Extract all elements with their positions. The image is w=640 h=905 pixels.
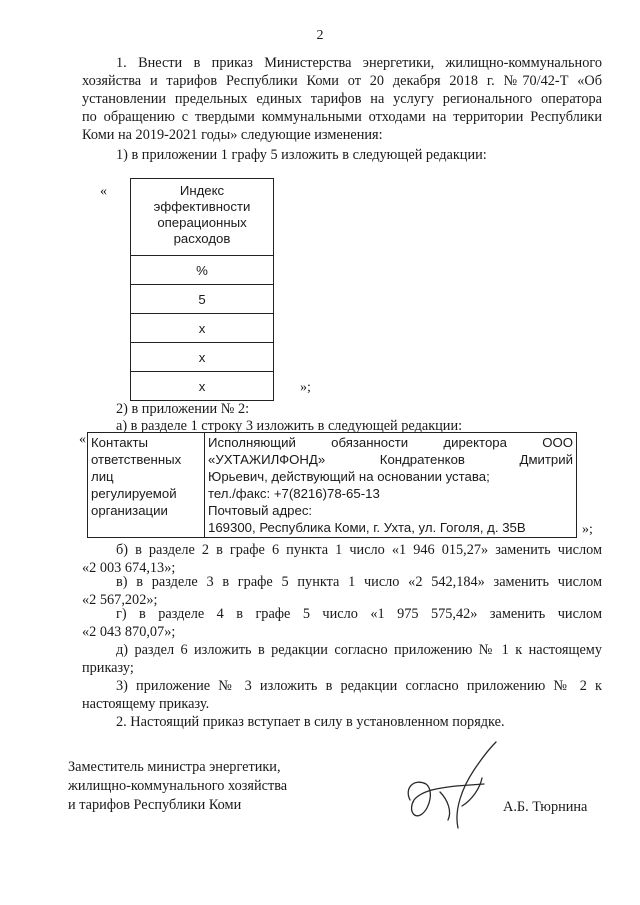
page-number: 2 xyxy=(316,28,324,43)
column5-table xyxy=(130,178,274,401)
contacts-label-line: регулируемой xyxy=(91,486,177,501)
contacts-value-line: Исполняющий обязанности директора ООО xyxy=(208,435,573,450)
item1-line-1: 1. Внести в приказ Министерства энергетики, жилищно-коммунального xyxy=(116,55,602,71)
g5-open-quote: « xyxy=(100,184,107,199)
item1-line-2: хозяйства и тарифов Республики Коми от 20 декабря 2018 г. №70/42-Т «Об xyxy=(82,73,602,89)
handwritten-signature xyxy=(400,740,510,835)
column5-header-line: расходов xyxy=(173,231,231,246)
subitem-v-line-1: в) в разделе 3 в графе 5 пункта 1 число «2 542,184» заменить числом xyxy=(116,574,602,590)
subitem-d-line-1: д) раздел 6 изложить в редакции согласно приложению № 1 к настоящему xyxy=(116,642,602,658)
contacts-value-line: 169300, Республика Коми, г. Ухта, ул. Гоголя, д. 35В xyxy=(208,520,526,535)
item-2: 2. Настоящий приказ вступает в силу в установленном порядке. xyxy=(116,714,505,730)
subitem-v-line-2: «2 567,202»; xyxy=(82,592,158,608)
contacts-value-line: «УХТАЖИЛФОНД» Кондратенков Дмитрий xyxy=(208,452,573,467)
g5-close-quote: »; xyxy=(300,380,311,395)
signatory-name: А.Б. Тюрнина xyxy=(503,799,588,815)
item1-line-5: Коми на 2019-2021 годы» следующие изменения: xyxy=(82,127,383,143)
signatory-position-line: и тарифов Республики Коми xyxy=(68,797,242,813)
signatory-position-line: Заместитель министра энергетики, xyxy=(68,759,281,775)
contacts-label-line: Контакты xyxy=(91,435,148,450)
contacts-table xyxy=(87,432,577,538)
contacts-value-line: Юрьевич, действующий на основании устава; xyxy=(208,469,490,484)
subitem-d-line-2: приказу; xyxy=(82,660,134,676)
subitem-3-line-2: настоящему приказу. xyxy=(82,696,210,712)
contacts-value-line: тел./факс: +7(8216)78-65-13 xyxy=(208,486,380,501)
contacts-value-line: Почтовый адрес: xyxy=(208,503,313,518)
column5-header xyxy=(131,179,274,256)
subitem-3-line-1: 3) приложение № 3 изложить в редакции согласно приложению № 2 к xyxy=(116,678,602,694)
column5-cell: % xyxy=(131,256,274,285)
subitem-g-line-1: г) в разделе 4 в графе 5 число «1 975 575,42» заменить числом xyxy=(116,606,602,622)
contacts-value-cell xyxy=(205,433,577,538)
column5-header-line: эффективности xyxy=(153,199,251,214)
subitem-1: 1) в приложении 1 графу 5 изложить в следующей редакции: xyxy=(116,147,487,163)
contacts-open-quote: « xyxy=(79,432,86,447)
subitem-2a: а) в разделе 1 строку 3 изложить в следующей редакции: xyxy=(116,418,463,434)
column5-cell: х xyxy=(131,372,274,401)
column5-cell: х xyxy=(131,343,274,372)
subitem-g-line-2: «2 043 870,07»; xyxy=(82,624,176,640)
subitem-b-line-1: б) в разделе 2 в графе 6 пункта 1 число «1 946 015,27» заменить числом xyxy=(116,542,602,558)
signatory-position-line: жилищно-коммунального хозяйства xyxy=(68,778,288,794)
contacts-label-cell xyxy=(88,433,205,538)
column5-cell: 5 xyxy=(131,285,274,314)
contacts-label-line: лиц xyxy=(91,469,114,484)
column5-cell: х xyxy=(131,314,274,343)
contacts-label-line: организации xyxy=(91,503,168,518)
contacts-close-quote: »; xyxy=(582,522,593,537)
subitem-b-line-2: «2 003 674,13»; xyxy=(82,560,176,576)
contacts-label-line: ответственных xyxy=(91,452,182,467)
column5-header-line: операционных xyxy=(157,215,247,230)
subitem-2: 2) в приложении № 2: xyxy=(116,401,250,417)
signatory-position xyxy=(68,758,287,815)
item1-line-3: установлении предельных единых тарифов на услугу регионального оператора xyxy=(82,91,602,107)
item1-line-4: по обращению с твердыми коммунальными отходами на территории Республики xyxy=(82,109,602,125)
column5-header-line: Индекс xyxy=(179,183,225,198)
